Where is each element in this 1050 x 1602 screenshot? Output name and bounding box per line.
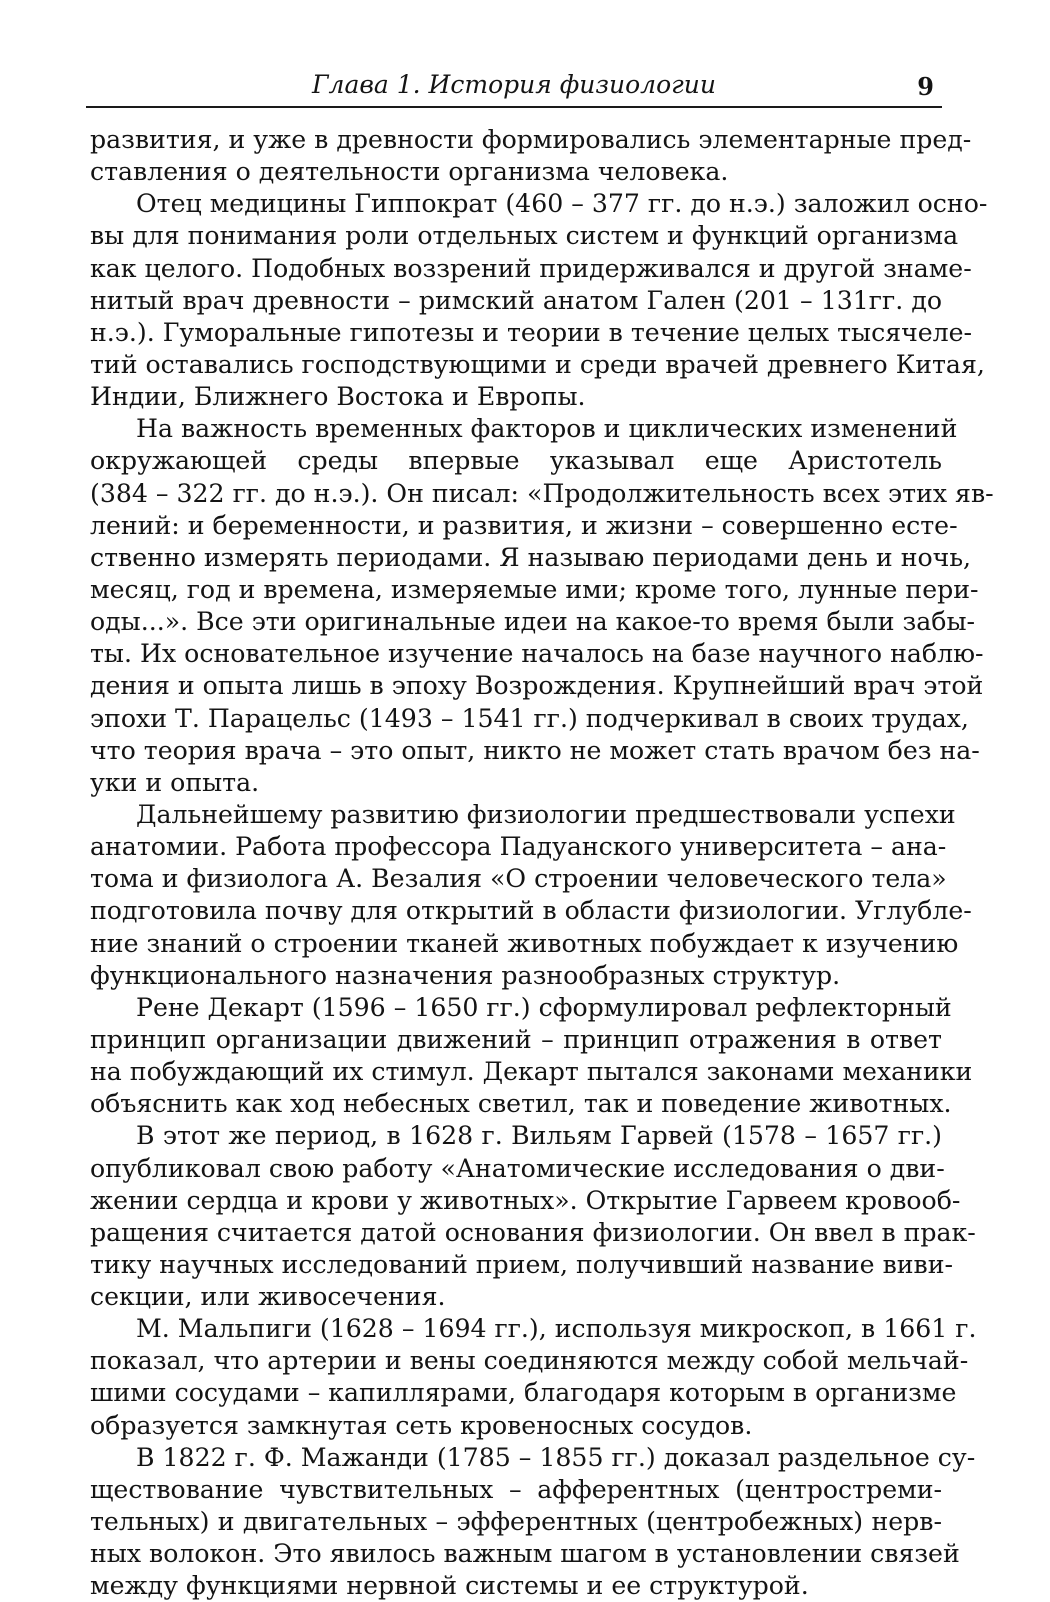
text-line: М. Мальпиги (1628 – 1694 гг.), используя микроскоп, в 1661 г.: [136, 1314, 977, 1344]
text-line: ставления о деятельности организма человека.: [90, 157, 729, 187]
text-line: ты. Их основательное изучение началось на базе научного наблю-: [90, 639, 984, 669]
text-line: оды...». Все эти оригинальные идеи на какое-то время были забы-: [90, 607, 976, 637]
text-line: шими сосудами – капиллярами, благодаря которым в организме: [90, 1378, 957, 1408]
text-line: н.э.). Гуморальные гипотезы и теории в течение целых тысячеле-: [90, 317, 973, 347]
text-line: тельных) и двигательных – эфферентных (центробежных) нерв-: [90, 1507, 942, 1537]
text-line: ществование чувствительных – афферентных (центростреми-: [90, 1474, 942, 1504]
text-line: принцип организации движений – принцип отражения в ответ: [90, 1024, 942, 1054]
page-number: 9: [917, 72, 934, 101]
text-line: ние знаний о строении тканей животных побуждает к изучению: [90, 928, 959, 958]
text-line: окружающей среды впервые указывал еще Аристотель: [90, 446, 942, 476]
text-line: На важность временных факторов и циклических изменений: [136, 414, 958, 444]
text-line: В 1822 г. Ф. Мажанди (1785 – 1855 гг.) доказал раздельное су-: [136, 1442, 976, 1472]
text-line: ных волокон. Это явилось важным шагом в установлении связей: [90, 1539, 960, 1569]
text-line: опубликовал свою работу «Анатомические исследования о дви-: [90, 1153, 945, 1183]
text-line: тома и физиолога А. Везалия «О строении человеческого тела»: [90, 864, 947, 894]
text-line: нитый врач древности – римский анатом Гален (201 – 131гг. до: [90, 285, 942, 315]
text-line: как целого. Подобных воззрений придерживался и другой знаме-: [90, 253, 972, 283]
body-text: [90, 124, 994, 1602]
text-line: образуется замкнутая сеть кровеносных сосудов.: [90, 1410, 753, 1440]
text-line: секции, или живосечения.: [90, 1282, 446, 1312]
text-line: В этот же период, в 1628 г. Вильям Гарвей (1578 – 1657 гг.): [136, 1121, 942, 1151]
text-line: тий оставались господствующими и среди врачей древнего Китая,: [90, 349, 985, 379]
paragraph: [90, 992, 973, 1121]
text-line: ращения считается датой основания физиологии. Он ввел в прак-: [90, 1217, 976, 1247]
text-line: развития, и уже в древности формировались элементарные пред-: [90, 125, 972, 154]
text-line: на побуждающий их стимул. Декарт пытался законами механики: [90, 1057, 973, 1087]
text-line: жении сердца и крови у животных». Открытие Гарвеем кровооб-: [90, 1185, 961, 1215]
paragraph: [90, 413, 994, 799]
paragraph: [90, 1442, 976, 1602]
text-line: дения и опыта лишь в эпоху Возрождения. Крупнейший врач этой: [90, 671, 984, 701]
text-line: (384 – 322 гг. до н.э.). Он писал: «Продолжительность всех этих яв-: [90, 478, 994, 508]
text-line: ственно измерять периодами. Я называю периодами день и ночь,: [90, 542, 972, 572]
text-line: что теория врача – это опыт, никто не может стать врачом без на-: [90, 735, 980, 765]
running-title: Глава 1. История физиологии: [311, 70, 716, 99]
text-line: тику научных исследований прием, получивший название виви-: [90, 1249, 954, 1279]
text-line: анатомии. Работа профессора Падуанского университета – ана-: [90, 832, 947, 862]
paragraph: [90, 799, 972, 992]
text-line: подготовила почву для открытий в области физиологии. Углубле-: [90, 896, 972, 926]
paragraph: [90, 1120, 976, 1313]
text-line: объяснить как ход небесных светил, так и поведение животных.: [90, 1089, 952, 1119]
running-head: [86, 62, 942, 108]
text-line: между функциями нервной системы и ее структурой.: [90, 1571, 809, 1601]
text-line: функционального назначения разнообразных структур.: [90, 960, 841, 990]
text-line: Дальнейшему развитию физиологии предшествовали успехи: [136, 799, 956, 829]
text-line: Рене Декарт (1596 – 1650 гг.) сформулировал рефлекторный: [136, 992, 952, 1022]
text-line: уки и опыта.: [90, 767, 260, 797]
text-line: вы для понимания роли отдельных систем и функций организма: [90, 221, 959, 251]
text-line: Индии, Ближнего Востока и Европы.: [90, 382, 586, 412]
text-line: месяц, год и времена, измеряемые ими; кроме того, лунные пери-: [90, 574, 979, 604]
text-line: Отец медицины Гиппократ (460 – 377 гг. до н.э.) заложил осно-: [136, 189, 988, 219]
paragraph: [90, 124, 972, 188]
text-line: лений: и беременности, и развития, и жизни – совершенно есте-: [90, 510, 958, 540]
text-line: показал, что артерии и вены соединяются между собой мельчай-: [90, 1346, 969, 1376]
text-line: эпохи Т. Парацельс (1493 – 1541 гг.) подчеркивал в своих трудах,: [90, 703, 969, 733]
paragraph: [90, 1313, 977, 1442]
paragraph: [90, 188, 988, 413]
